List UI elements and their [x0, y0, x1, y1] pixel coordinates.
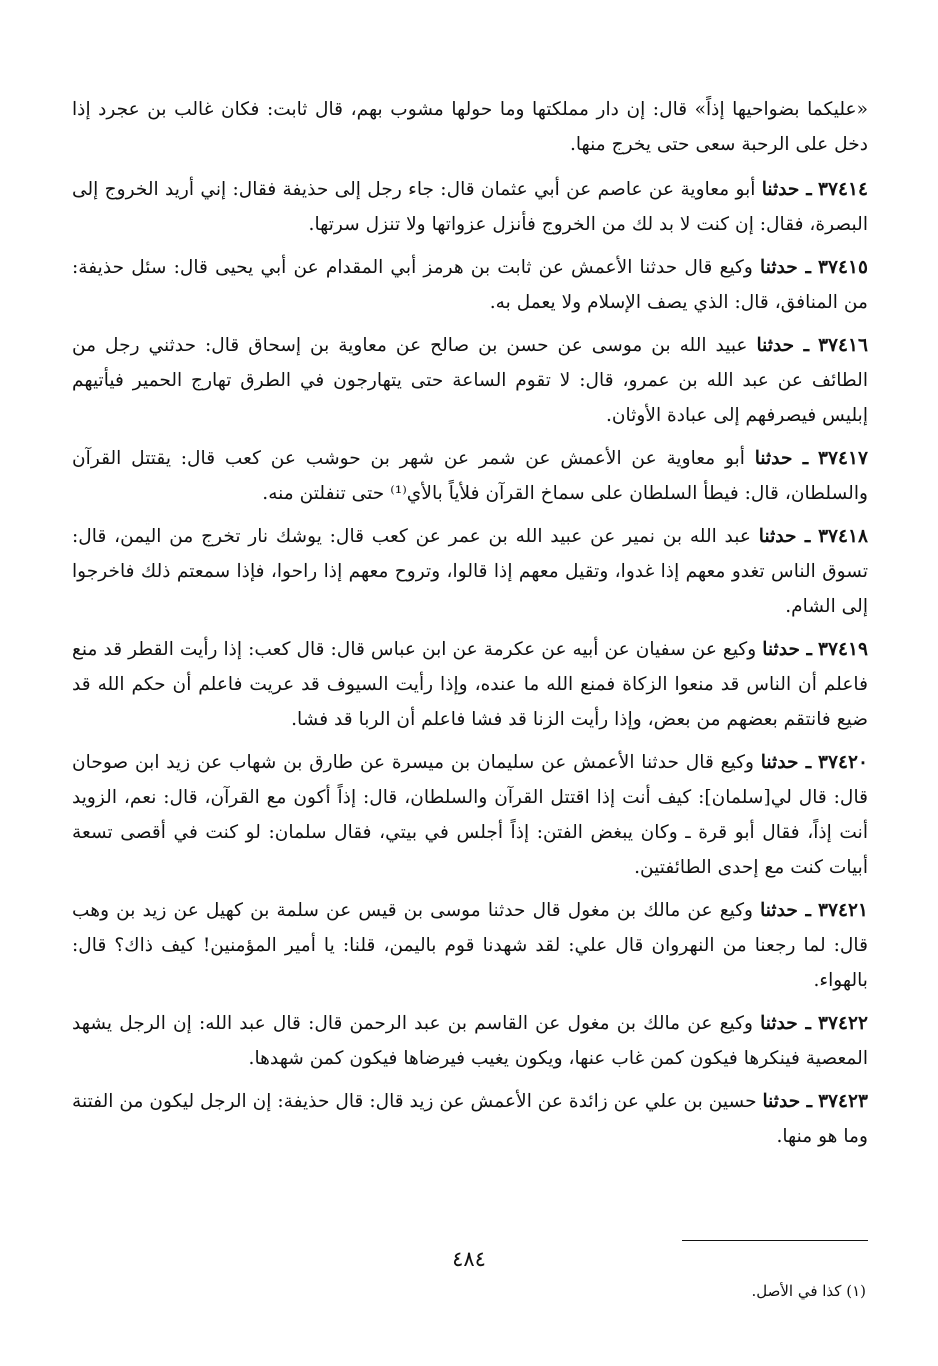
hadith-number: ٣٧٤٢٣: [818, 1091, 868, 1112]
hadith-37420: [72, 745, 868, 885]
hadith-37421: [72, 893, 868, 998]
paragraph-continuation: [72, 92, 868, 162]
hadith-lead: ـ حدثنا: [762, 1091, 813, 1112]
hadith-37417: [72, 441, 868, 511]
footnote: (١) كذا في الأصل.: [751, 1282, 866, 1300]
hadith-number: ٣٧٤١٤: [818, 179, 868, 200]
hadith-text: أبو معاوية عن الأعمش عن شمر عن شهر بن حوشب عن كعب قال: يقتتل القرآن والسلطان، قال: فيطأ السلطان على سماخ القرآن فلأياً بالأي⁽¹⁾ حتى تنفلتن منه.: [72, 448, 868, 504]
hadith-number: ٣٧٤٢٠: [818, 752, 868, 773]
hadith-number: ٣٧٤١٩: [818, 639, 868, 660]
page-number: ٤٨٤: [452, 1247, 486, 1271]
hadith-number: ٣٧٤١٨: [818, 526, 868, 547]
hadith-lead: ـ حدثنا: [758, 526, 811, 547]
footnote-divider: [682, 1240, 868, 1241]
hadith-text: عبد الله بن نمير عن عبيد الله بن عمر عن كعب قال: يوشك نار تخرج من اليمن، قال: تسوق الناس تغدو معهم إذا غدوا، وتقيل معهم إذا قالوا، وتروح معهم إذا راحوا، فإذا سمعتم ذلك فاخرجوا إلى الشام.: [72, 526, 868, 617]
hadith-lead: ـ حدثنا: [761, 179, 812, 200]
hadith-text: وكيع عن مالك بن مغول عن القاسم بن عبد الرحمن قال: قال عبد الله: إن الرجل يشهد المعصية فينكرها فيكون كمن غاب عنها، ويكون يغيب فيرضاها فيكون كمن شهدها.: [72, 1013, 868, 1069]
hadith-37422: [72, 1006, 868, 1076]
hadith-text: وكيع قال حدثنا الأعمش عن سليمان بن ميسرة عن طارق بن شهاب عن زيد ابن صوحان قال: قال لي[سلمان]: كيف أنت إذا اقتتل القرآن والسلطان، قال: إذاً أكون مع القرآن، قال: نعم، الزويد أنت إذاً، فقال أبو قرة ـ وكان يبغض الفتن: إذاً أجلس في بيتي، فقال سلمان: لو كنت في أقصى تسعة أبيات كنت مع إحدى الطائفتين.: [72, 752, 868, 878]
hadith-lead: ـ حدثنا: [760, 1013, 811, 1034]
hadith-lead: ـ حدثنا: [760, 257, 811, 278]
hadith-37423: [72, 1084, 868, 1154]
hadith-lead: ـ حدثنا: [760, 752, 812, 773]
hadith-text: وكيع عن مالك بن مغول قال حدثنا موسى بن قيس عن سلمة بن كهيل عن زيد بن وهب قال: لما رجعنا من النهروان قال علي: لقد شهدنا قوم باليمن، قلنا: يا أمير المؤمنين! كيف ذاك؟ قال: بالهواء.: [72, 900, 868, 991]
hadith-text: عبيد الله بن موسى عن حسن بن صالح عن معاوية بن إسحاق قال: حدثني رجل من الطائف عن عبد الله بن عمرو، قال: لا تقوم الساعة حتى يتهارجون في الطرق تهارج الحمير فيأتيهم إبليس فيصرفهم إلى عبادة الأوثان.: [72, 335, 868, 426]
hadith-37416: [72, 328, 868, 433]
paragraph-text: «عليكما بضواحيها إذاً» قال: إن دار مملكتها وما حولها مشوب بهم، قال ثابت: فكان غالب بن عجرد إذا دخل على الرحبة سعى حتى يخرج منها.: [72, 99, 868, 155]
hadith-lead: ـ حدثنا: [756, 335, 810, 356]
hadith-text: وكيع عن سفيان عن أبيه عن عكرمة عن ابن عباس قال: قال كعب: إذا رأيت القطر قد منع فاعلم أن الناس قد منعوا الزكاة فمنع الله ما عنده، وإذا رأيت السيوف قد عريت فاعلم أن حكم الله قد ضيع فانتقم بعضهم من بعض، وإذا رأيت الزنا قد فشا فاعلم أن الربا قد فشا.: [72, 639, 868, 730]
hadith-text: حسين بن علي عن زائدة عن الأعمش عن زيد قال: قال حذيفة: إن الرجل ليكون من الفتنة وما هو منها.: [71, 1091, 868, 1147]
hadith-number: ٣٧٤١٧: [818, 448, 868, 469]
hadith-37414: [72, 172, 868, 242]
hadith-text: أبو معاوية عن عاصم عن أبي عثمان قال: جاء رجل إلى حذيفة فقال: إني أريد الخروج إلى البصرة، فقال: إن كنت لا بد لك من الخروج فأنزل عزواتها ولا تنزل سرتها.: [72, 179, 868, 235]
hadith-37415: [72, 250, 868, 320]
hadith-text: وكيع قال حدثنا الأعمش عن ثابت بن هرمز أبي المقدام عن أبي يحيى قال: سئل حذيفة: من المنافق، قال: الذي يصف الإسلام ولا يعمل به.: [72, 257, 868, 313]
hadith-lead: ـ حدثنا: [762, 639, 813, 660]
hadith-number: ٣٧٤٢١: [818, 900, 868, 921]
main-text: [72, 92, 868, 1162]
hadith-37419: [72, 632, 868, 737]
hadith-number: ٣٧٤١٦: [818, 335, 868, 356]
hadith-number: ٣٧٤١٥: [818, 257, 868, 278]
hadith-37418: [72, 519, 868, 624]
hadith-number: ٣٧٤٢٢: [818, 1013, 868, 1034]
hadith-lead: ـ حدثنا: [760, 900, 811, 921]
hadith-lead: ـ حدثنا: [754, 448, 809, 469]
